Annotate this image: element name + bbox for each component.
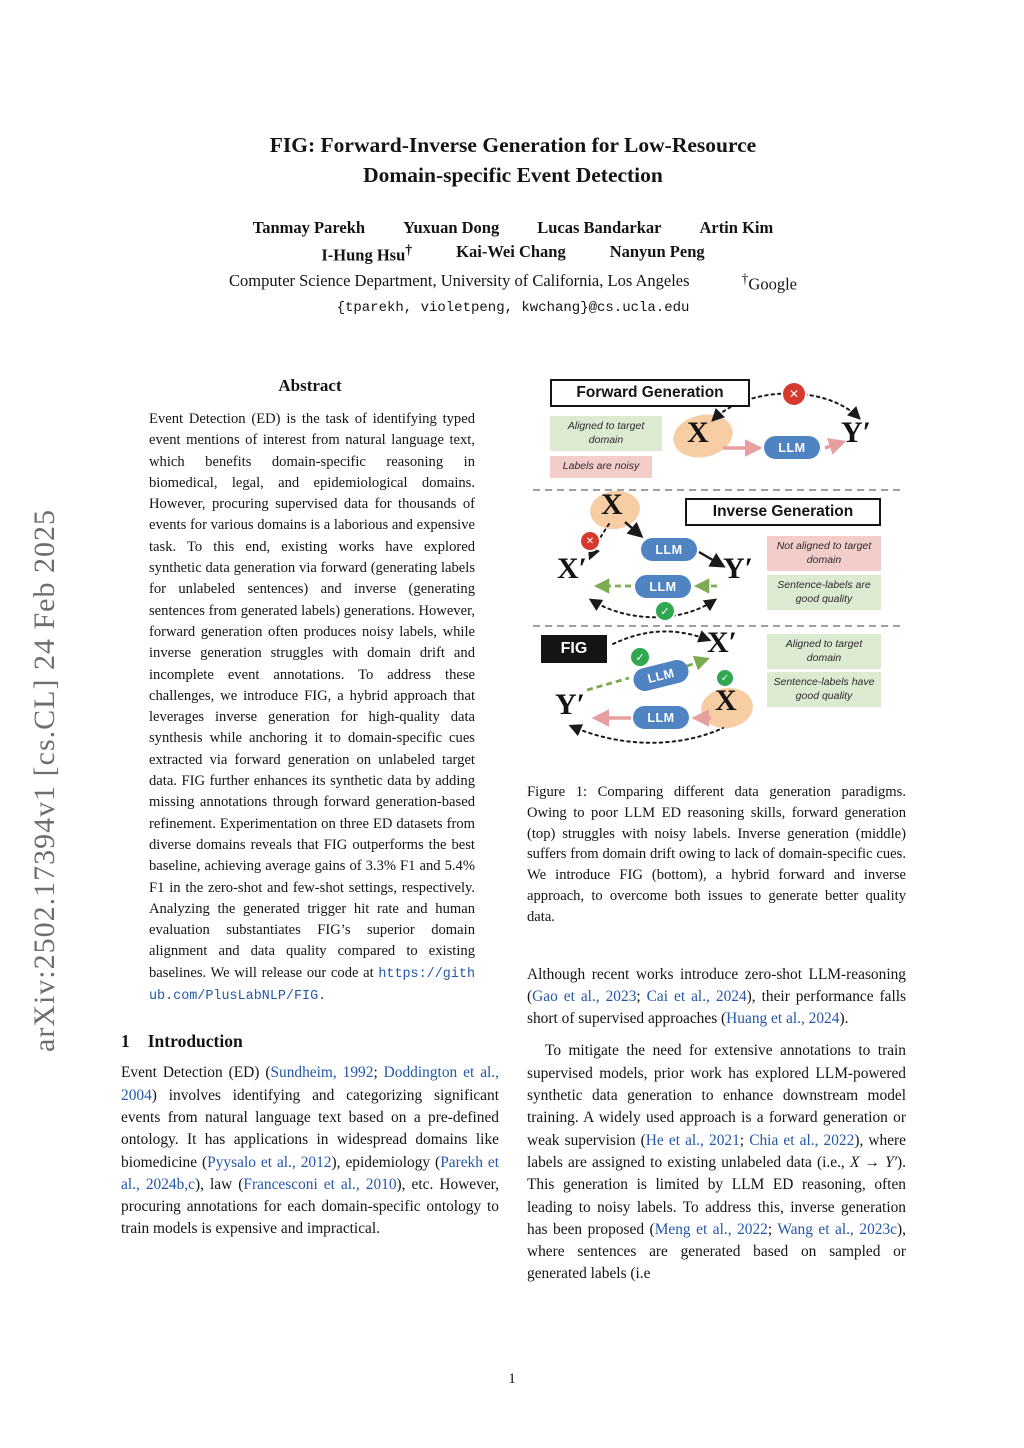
llm-pill: LLM <box>635 575 691 598</box>
right-column <box>527 372 906 1286</box>
error-icon: ✕ <box>581 532 599 550</box>
paper-header <box>120 130 906 316</box>
llm-pill: LLM <box>633 706 689 729</box>
page-title <box>120 130 906 190</box>
author-name: Lucas Bandarkar <box>537 218 662 237</box>
symbol-y-prime: Y′ <box>841 416 872 449</box>
symbol-x-prime: X′ <box>707 626 738 659</box>
authors-row-2 <box>120 242 906 266</box>
symbol-y-prime: Y′ <box>723 552 754 585</box>
symbol-y-prime: Y′ <box>555 688 586 721</box>
affiliation-main: Computer Science Department, University of California, Los Angeles <box>229 270 690 290</box>
error-icon: ✕ <box>783 383 805 405</box>
citation-link[interactable]: Pyysalo et al., 2012 <box>207 1153 332 1171</box>
forward-generation-label: Forward Generation <box>550 379 750 407</box>
llm-pill: LLM <box>641 538 697 561</box>
text-segment: Y′ <box>885 1153 897 1171</box>
author-name: Artin Kim <box>699 218 774 237</box>
affiliation-marker: † <box>741 270 749 286</box>
symbol-x-prime: X′ <box>557 552 588 585</box>
section-heading-introduction <box>121 1031 499 1052</box>
text-segment: ; <box>373 1064 384 1082</box>
text-segment: Although recent works introduce zero-shot LLM-reasoning ( <box>527 965 906 1005</box>
text-segment: ), where sentences are generated based on sampled or generated labels (i.e <box>527 1220 906 1283</box>
affiliation-line <box>120 271 906 295</box>
check-icon: ✓ <box>717 670 733 686</box>
code-link[interactable]: https://github.com/PlusLabNLP/FIG. <box>149 966 475 1005</box>
fig-note-good-quality: Sentence-labels have good quality <box>767 672 881 707</box>
text-segment: ), their performance falls short of supervised approaches ( <box>527 987 907 1028</box>
symbol-x: X <box>601 488 623 521</box>
citation-link[interactable]: Meng et al., 2022 <box>654 1220 768 1238</box>
text-segment: X <box>849 1153 860 1171</box>
text-segment: Event Detection (ED) ( <box>121 1064 271 1082</box>
text-segment: ) involves identifying and categorizing significant events from natural language text based on a pre-defined ontology. It has applications in widespread domains like biomedicine ( <box>121 1086 499 1171</box>
llm-pill: LLM <box>631 658 691 694</box>
page-number: 1 <box>508 1371 516 1387</box>
section-number: 1 <box>121 1031 130 1052</box>
figure-1 <box>527 372 906 766</box>
citation-link[interactable]: Huang et al., 2024 <box>726 1010 840 1028</box>
author-emails[interactable]: {tparekh, violetpeng, kwchang}@cs.ucla.edu <box>336 300 690 316</box>
body-paragraph <box>527 1040 906 1285</box>
left-column <box>121 372 499 1241</box>
citation-link[interactable]: Gao et al., 2023 <box>532 987 637 1005</box>
author-name: Nanyun Peng <box>609 242 705 261</box>
figure-caption: Figure 1: Comparing different data generation paradigms. Owing to poor LLM ED reasoning skills, forward generation (top) struggles with noisy labels. Inverse generation (middle) suffers from domain drift owing to lack of domain-specific cues. We introduce FIG (bottom), a hybrid forward and inverse approach, to overcome both issues to generate better quality data. <box>527 784 906 925</box>
citation-link[interactable]: Cai et al., 2024 <box>646 987 747 1005</box>
text-segment: ). This generation is limited by LLM ED reasoning, often leading to noisy labels. To address this, inverse generation has been proposed ( <box>527 1153 906 1238</box>
text-segment: ; <box>739 1131 750 1149</box>
text-segment: ; <box>767 1220 778 1238</box>
affiliation-secondary: †Google <box>741 270 797 293</box>
abstract-text <box>149 409 475 1007</box>
citation-link[interactable]: Doddington et al., 2004 <box>121 1064 499 1104</box>
llm-pill: LLM <box>764 436 820 459</box>
inverse-generation-label: Inverse Generation <box>685 498 881 526</box>
title-line-2: Domain-specific Event Detection <box>363 163 663 187</box>
body-paragraph <box>527 964 906 1031</box>
authors-row-1 <box>120 218 906 238</box>
forward-note-noisy: Labels are noisy <box>550 456 652 478</box>
affiliation-marker: † <box>405 242 413 257</box>
fig-note-aligned: Aligned to target domain <box>767 634 881 669</box>
text-segment: ), epidemiology ( <box>331 1153 441 1171</box>
citation-link[interactable]: Francesconi et al., 2010 <box>243 1175 397 1193</box>
symbol-x: X <box>715 684 737 717</box>
author-name: Yuxuan Dong <box>403 218 500 237</box>
text-segment: ). <box>839 1010 849 1028</box>
text-segment: ), where labels are assigned to existing unlabeled data (i.e., <box>527 1131 906 1171</box>
inverse-note-not-aligned: Not aligned to target domain <box>767 536 881 571</box>
author-name: Tanmay Parekh <box>252 218 366 237</box>
citation-link[interactable]: Parekh et al., 2024b,c <box>121 1153 499 1193</box>
symbol-x: X <box>687 416 709 449</box>
abstract-heading: Abstract <box>278 376 342 395</box>
check-icon: ✓ <box>656 602 674 620</box>
text-segment: ), law ( <box>195 1175 244 1193</box>
arxiv-stamp: arXiv:2502.17394v1 [cs.CL] 24 Feb 2025 <box>28 509 61 1052</box>
citation-link[interactable]: Chia et al., 2022 <box>749 1131 855 1149</box>
intro-paragraph <box>121 1062 499 1240</box>
fig-label: FIG <box>541 635 607 663</box>
author-name: Kai-Wei Chang <box>456 242 566 261</box>
check-icon: ✓ <box>631 648 649 666</box>
citation-link[interactable]: He et al., 2021 <box>645 1131 740 1149</box>
author-name: I-Hung Hsu† <box>321 242 413 265</box>
section-title: Introduction <box>147 1031 243 1052</box>
inverse-note-good-quality: Sentence-labels are good quality <box>767 575 881 610</box>
text-segment: ), etc. However, procuring annotations for each domain-specific ontology to train models is expensive and impractical. <box>121 1175 500 1238</box>
forward-note-aligned: Aligned to target domain <box>550 416 662 451</box>
title-line-1: FIG: Forward-Inverse Generation for Low-Resource <box>269 133 757 157</box>
text-segment: → <box>859 1153 886 1171</box>
text-segment: ; <box>636 987 647 1005</box>
citation-link[interactable]: Sundheim, 1992 <box>270 1064 374 1082</box>
citation-link[interactable]: Wang et al., 2023c <box>777 1220 897 1238</box>
text-segment: To mitigate the need for extensive annotations to train supervised models, prior work has explored LLM-powered synthetic data generation to enhance downstream model training. A widely used approach is a forward generation or weak supervision ( <box>527 1042 906 1149</box>
text-segment: Event Detection (ED) is the task of identifying typed event mentions of interest from natural language text, which benefits domain-specific reasoning in biomedical, legal, and epidemiological domains. However, procuring supervised data for thousands of events for various domains is a laborious and expensive task. To this end, existing works have explored synthetic data generation via forward (generating labels for unlabeled sentences) and inverse (generating sentences from generated labels) generations. However, forward generation often produces noisy labels, while inverse generation struggles with domain drift and incomplete event annotations. To address these challenges, we introduce FIG, a hybrid approach that leverages inverse generation for high-quality data synthesis while anchoring it to domain-specific cues extracted via forward generation on unlabeled target data. FIG further enhances its synthetic data by adding missing annotations through forward generation-based refinement. Experimentation on three ED datasets from diverse domains reveals that FIG outperforms the best baseline, achieving average gains of 3.3% F1 and 5.4% F1 in the zero-shot and few-shot settings, respectively. Analyzing the generated trigger hit rate and human evaluation substantiates FIG’s superior domain alignment and data quality compared to existing baselines. We will release our code at <box>149 411 475 981</box>
right-column-text <box>527 964 906 1286</box>
